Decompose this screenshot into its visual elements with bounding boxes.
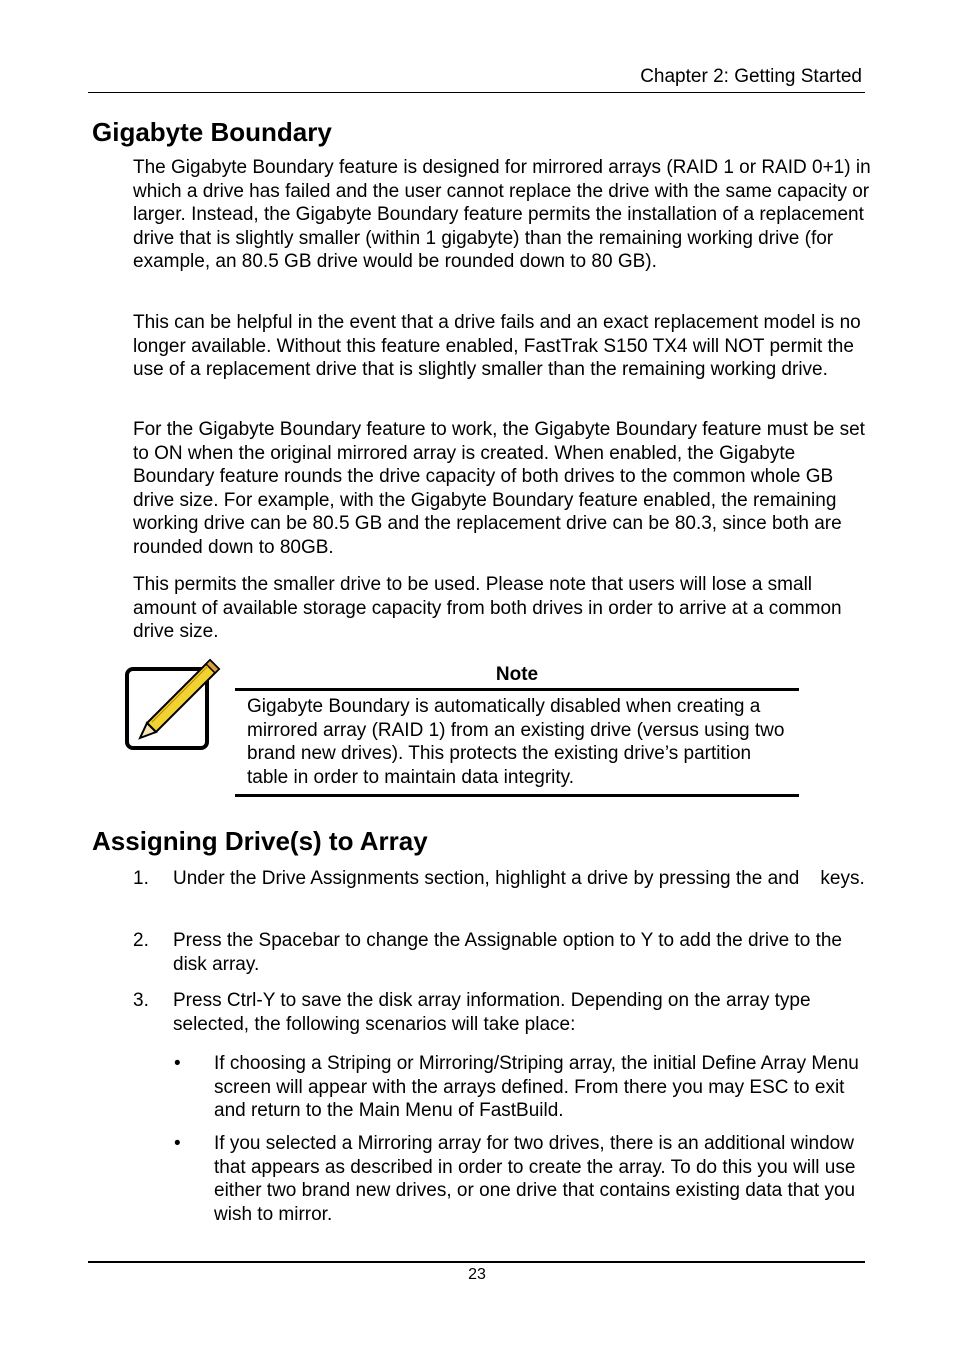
note-title: Note — [495, 664, 539, 685]
step-text-1: Under the Drive Assignments section, highlight a drive by pressing the and keys. — [173, 868, 865, 889]
step-text-3: Press Ctrl-Y to save the disk array information. Depending on the array type selected, the following scenarios will take place: — [173, 990, 811, 1035]
paragraph-1: The Gigabyte Boundary feature is designed for mirrored arrays (RAID 1 or RAID 0+1) in which a drive has failed and the user cannot replace the drive with the same capacity or larger. Instead, the Gigabyte Boundary feature permits the installation of a replacement drive that is slightly smaller (within 1 gigabyte) than the remaining working drive (for example, an 80.5 GB drive would be rounded down to 80 GB). — [133, 157, 871, 272]
step-text-2: Press the Spacebar to change the Assignable option to Y to add the drive to the disk array. — [173, 930, 842, 975]
bullet-mark-2: • — [174, 1133, 181, 1154]
chapter-header: Chapter 2: Getting Started — [640, 66, 862, 87]
step-number-1: 1. — [133, 868, 149, 889]
note-body: Gigabyte Boundary is automatically disabled when creating a mirrored array (RAID 1) from an existing drive (versus using two brand new drives). This protects the existing drive’s partition table in order to maintain data integrity. — [247, 696, 785, 788]
footer-rule — [88, 1261, 865, 1263]
bullet-text-2: If you selected a Mirroring array for two drives, there is an additional window that appears as described in order to create the array. To do this you will use either two brand new drives, or one drive that contains existing data that you wish to mirror. — [214, 1133, 856, 1225]
bullet-text-1: If choosing a Striping or Mirroring/Striping array, the initial Define Array Menu screen will appear with the arrays defined. From there you may ESC to exit and return to the Main Menu of FastBuild. — [214, 1053, 859, 1121]
step-number-3: 3. — [133, 990, 149, 1011]
pencil-note-icon — [120, 656, 222, 754]
note-top-rule — [235, 688, 799, 691]
paragraph-3: For the Gigabyte Boundary feature to work, the Gigabyte Boundary feature must be set to ON when the original mirrored array is created. When enabled, the Gigabyte Boundary feature rounds the drive capacity of both drives to the common whole GB drive size. For example, with the Gigabyte Boundary feature enabled, the remaining working drive can be 80.5 GB and the replacement drive can be 80.3, since both are rounded down to 80GB. — [133, 419, 865, 558]
bullet-mark-1: • — [174, 1053, 181, 1074]
section-title-assigning-drives: Assigning Drive(s) to Array — [92, 826, 428, 856]
note-bottom-rule — [235, 794, 799, 797]
header-rule — [88, 92, 865, 93]
page-number: 23 — [468, 1266, 486, 1283]
paragraph-2: This can be helpful in the event that a drive fails and an exact replacement model is no longer available. Without this feature enabled, FastTrak S150 TX4 will NOT permit the use of a replacement drive that is slightly smaller than the remaining working drive. — [133, 312, 861, 380]
section-title-gigabyte-boundary: Gigabyte Boundary — [92, 117, 332, 147]
paragraph-4: This permits the smaller drive to be used. Please note that users will lose a small amount of available storage capacity from both drives in order to arrive at a common drive size. — [133, 574, 842, 642]
step-number-2: 2. — [133, 930, 149, 951]
